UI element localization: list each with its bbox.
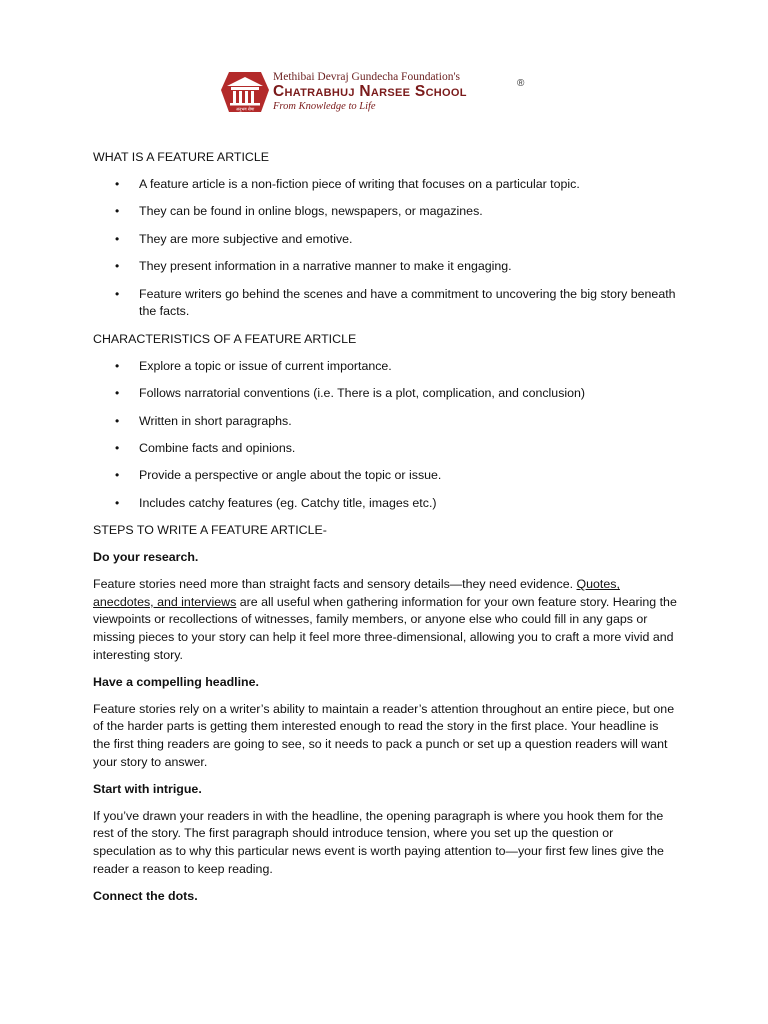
- registered-mark: ®: [517, 78, 525, 89]
- bullet-icon: •: [115, 495, 120, 510]
- school-emblem-icon: [219, 66, 271, 116]
- underlined-phrase: Quotes, anecdotes, and interviews: [93, 577, 620, 609]
- list-item: • Includes catchy features (eg. Catchy title, images etc.): [93, 495, 678, 513]
- step-title-headline: Have a compelling headline.: [93, 674, 259, 689]
- characteristics-list: [93, 358, 678, 513]
- bullet-icon: •: [115, 386, 120, 401]
- list-item: • Provide a perspective or angle about the topic or issue.: [93, 467, 678, 485]
- bullet-icon: •: [115, 440, 120, 455]
- step-title-research: Do your research.: [93, 550, 199, 565]
- bullet-icon: •: [115, 204, 120, 219]
- bullet-icon: •: [115, 231, 120, 246]
- list-item: • They present information in a narrative manner to make it engaging.: [93, 258, 678, 276]
- step-paragraph-research: Feature stories need more than straight facts and sensory details—they need evidence. Quotes, anecdotes, and interviews are all useful when gathering information for your own feature story. Hearing the viewpoints or recollections of witnesses, family members, or anyone else who could fill in any gaps or missing pieces to your story can help it feel more three-dimensional, allowing you to craft a more vivid and interesting story.: [93, 577, 677, 662]
- step-title-connect: Connect the dots.: [93, 888, 198, 903]
- list-item: • Written in short paragraphs.: [93, 413, 678, 431]
- document-body: [93, 149, 678, 915]
- bullet-icon: •: [115, 177, 120, 192]
- step-title-intrigue: Start with intrigue.: [93, 781, 202, 796]
- step-paragraph-headline: Feature stories rely on a writer’s ability to maintain a reader’s attention throughout an entire piece, but one of the harder parts is getting them interested enough to read the story in the first place. Your headline is the first thing readers are going to see, so it needs to pack a punch or set up a question readers will want your story to answer.: [93, 701, 675, 769]
- section-heading-what-is: WHAT IS A FEATURE ARTICLE: [93, 150, 270, 164]
- bullet-icon: •: [115, 413, 120, 428]
- school-tagline: From Knowledge to Life: [273, 101, 376, 112]
- bullet-icon: •: [115, 468, 120, 483]
- school-name: Chatrabhuj Narsee School: [273, 83, 467, 100]
- bullet-icon: •: [115, 358, 120, 373]
- list-item: • They are more subjective and emotive.: [93, 231, 678, 249]
- list-item: • They can be found in online blogs, newspapers, or magazines.: [93, 203, 678, 221]
- foundation-name: Methibai Devraj Gundecha Foundation's: [273, 71, 460, 83]
- list-item: • Explore a topic or issue of current importance.: [93, 358, 678, 376]
- logo-text: [273, 71, 467, 113]
- list-item: • Follows narratorial conventions (i.e. There is a plot, complication, and conclusion): [93, 385, 678, 403]
- what-is-list: [93, 176, 678, 321]
- step-paragraph-intrigue: If you’ve drawn your readers in with the headline, the opening paragraph is where you hook them for the rest of the story. The first paragraph should introduce tension, where you set up the question or speculation as to why this particular news event is worth paying attention to—your first few lines give the reader a reason to keep reading.: [93, 808, 664, 876]
- list-item: • Feature writers go behind the scenes and have a commitment to uncovering the big story beneath the facts.: [115, 286, 676, 319]
- bullet-icon: •: [115, 259, 120, 274]
- section-heading-steps: STEPS TO WRITE A FEATURE ARTICLE-: [93, 523, 327, 538]
- emblem-motto: अनुभव सेवा: [235, 106, 255, 112]
- list-item: • A feature article is a non-fiction piece of writing that focuses on a particular topic.: [93, 176, 678, 194]
- school-logo: [219, 66, 529, 118]
- bullet-icon: •: [115, 286, 120, 301]
- section-heading-characteristics: CHARACTERISTICS OF A FEATURE ARTICLE: [93, 331, 357, 346]
- list-item: • Combine facts and opinions.: [93, 440, 678, 458]
